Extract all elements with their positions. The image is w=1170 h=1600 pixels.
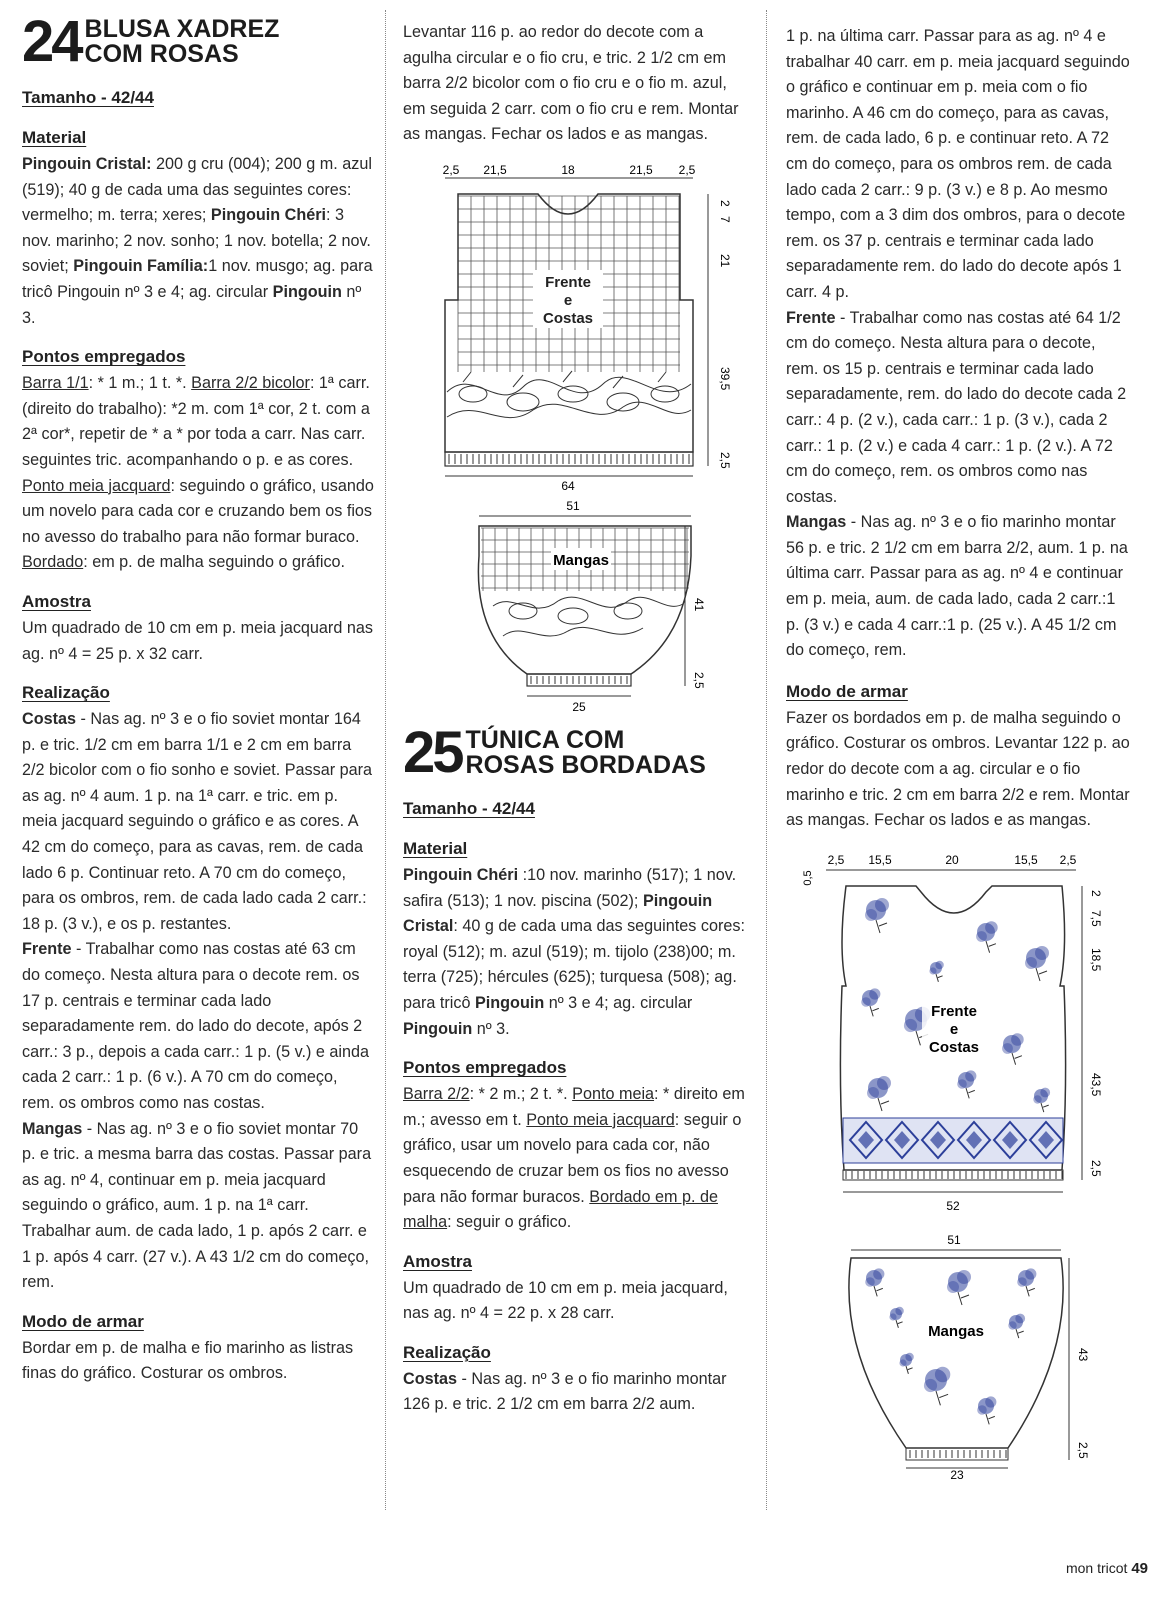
rose-petal (935, 1367, 950, 1382)
material-detail: 1 nov. musgo; ag. para tricô Pingouin nº 3 e 4; ag. circular (22, 257, 373, 301)
rose-petal (924, 1379, 937, 1392)
page-number: 49 (1131, 1560, 1148, 1577)
rose-motif (977, 1396, 996, 1424)
part-label: Costas (403, 1369, 457, 1388)
side-dim: 18,5 (1089, 947, 1103, 972)
rose-petal (865, 909, 877, 921)
rose-petal (1040, 1087, 1050, 1097)
top-dim: 21,5 (483, 162, 507, 177)
size-heading: Tamanho - 42/44 (22, 88, 154, 107)
sample-text: Um quadrado de 10 cm em p. meia jacquard, nas ag. nº 4 = 22 p. x 28 carr. (403, 1278, 728, 1323)
sleeve-side-dim: 2,5 (692, 671, 706, 689)
sleeve-diagram-25 (786, 1230, 1131, 1480)
sleeve-ribbing-lines (910, 1450, 1006, 1458)
stitch-desc: : em p. de malha seguindo o gráfico. (83, 553, 346, 572)
rose-petal (889, 1313, 896, 1320)
rose-motif (957, 1070, 976, 1098)
rose-stem (1041, 1103, 1049, 1112)
top-dim: 2,5 (442, 162, 460, 177)
part-label: Costas (22, 710, 76, 729)
stitch-name: Barra 1/1 (22, 374, 89, 393)
sleeve-ribbing (906, 1448, 1008, 1460)
top-dim: 2,5 (1059, 852, 1077, 867)
size-heading: Tamanho - 42/44 (403, 798, 535, 818)
assembly-text: Bordar em p. de malha e fio marinho as listras finas do gráfico. Costurar os ombros. (22, 1338, 354, 1383)
rose-petal (1015, 1313, 1025, 1323)
rose-petal (865, 1277, 875, 1287)
side-dim: 2 (718, 199, 732, 207)
rose-petal (905, 1353, 913, 1361)
rose-petal (976, 931, 987, 942)
side-dim: 2 (1089, 889, 1103, 897)
body-label-2: e (949, 1020, 959, 1038)
rose-stem (874, 1286, 883, 1296)
sample-heading: Amostra (22, 591, 91, 611)
body-label-1: Frente (931, 1002, 977, 1020)
rose-petal (895, 1307, 903, 1315)
rose-petal (869, 988, 880, 999)
rose-petal (1033, 1095, 1041, 1103)
column-2 (403, 0, 748, 1418)
material-text (403, 863, 748, 1042)
material-brand: Pingouin Cristal (403, 891, 713, 936)
material-brand: Pingouin (403, 1019, 473, 1038)
side-dim: 2,5 (718, 451, 732, 469)
top-dim: 21,5 (629, 162, 653, 177)
part-label: Mangas (22, 1119, 83, 1138)
sample-heading: Amostra (403, 1251, 472, 1271)
rose-petal (985, 921, 998, 934)
rose-petal (1025, 1268, 1036, 1279)
rose-motif (865, 898, 889, 933)
side-dim: 2,5 (1089, 1159, 1103, 1177)
material-heading: Material (403, 838, 468, 858)
rose-stem (986, 1414, 995, 1424)
pattern-title-line1: BLUSA XADREZ (84, 15, 280, 43)
side-dim: 7 (718, 215, 732, 223)
material-brand: Pingouin Cristal: (22, 155, 152, 173)
stitches-heading: Pontos empregados (403, 1058, 567, 1078)
rose-stem (896, 1320, 903, 1328)
part-desc: - Nas ag. nº 3 e o fio soviet montar 164 p. e tric. 1/2 cm em barra 1/1 e 2 cm em barra 2/2 bicolor com o fio sonho e soviet. Passar para as ag. nº 4 aum. 1 p. na 1ª carr. e tric. em p. meia jacquard seguindo o gráfico e as cores. A 42 cm do começo, para as cavas, rem. de cada lado 6 p. Continuar reto. A 70 cm do começo, para os ombros, rem. de cada lado cada 2 carr.: 18 p. (3 v.), e os p. restantes. (22, 710, 373, 933)
rose-petal (877, 1076, 891, 1090)
rose-motif (929, 961, 943, 982)
part-label: Frente (22, 940, 72, 959)
rose-motif (867, 1076, 891, 1111)
part-label: Frente (786, 308, 836, 327)
sleeve-ribbing-lines (531, 676, 627, 684)
material-brand: Pingouin Família: (73, 257, 209, 276)
pattern-25-header (403, 719, 748, 785)
rose-stem (1026, 1286, 1035, 1296)
body-label-3: Costas (928, 1038, 980, 1056)
assembly-heading: Modo de armar (786, 681, 908, 701)
stitch-desc: : * 1 m.; 1 t. *. (88, 374, 192, 393)
top-dim: 20 (945, 852, 959, 867)
front-text (786, 306, 1131, 511)
sleeve-embroidered-roses (865, 1268, 1036, 1424)
realization-heading: Realização (22, 683, 110, 703)
body-label-3: Costas (542, 309, 594, 327)
sleeve-side-dim: 43 (1076, 1347, 1090, 1362)
sleeve-bottom-dim: 25 (572, 699, 586, 714)
rose-motif (899, 1353, 913, 1374)
sleeve-diagram-24 (403, 496, 748, 721)
side-dim: 21 (718, 253, 732, 268)
side-dim: 7,5 (1089, 909, 1103, 927)
material-detail: nº 3 e 4; ag. circular (544, 993, 693, 1012)
material-text (22, 152, 374, 331)
material-detail: nº 3. (472, 1019, 510, 1038)
body-diagram-25 (786, 848, 1131, 1238)
material-detail: :10 nov. marinho (517); 1 nov. safira (513); 1 nov. piscina (502); (403, 865, 737, 910)
material-detail: nº 3. (22, 282, 362, 327)
rose-petal (1008, 1321, 1016, 1329)
top-dim: 2,5 (678, 162, 696, 177)
rose-stem (878, 1098, 889, 1111)
pattern-title-line2: ROSAS BORDADAS (465, 750, 706, 779)
stitch-desc: : seguir o gráfico. (447, 1213, 572, 1232)
rose-petal (873, 1268, 884, 1279)
sleeve-side-dim: 2,5 (1076, 1441, 1090, 1459)
material-detail: : 40 g de cada uma das seguintes cores: royal (512); m. azul (519); m. tijolo (238)00; m. terra (725); hércules (625); turquesa (508); ag. para tricô (403, 917, 745, 1012)
rose-stem (958, 1292, 969, 1305)
rose-petal (957, 1270, 971, 1284)
rose-petal (1035, 946, 1049, 960)
rose-motif (1025, 946, 1049, 981)
material-brand: Pingouin Chéri (403, 865, 519, 884)
rose-stem (1012, 1053, 1022, 1065)
body-label-1: Frente (545, 273, 591, 291)
stitch-name: Barra 2/2 bicolor (191, 374, 310, 393)
part-desc: - Nas ag. nº 3 e o fio soviet montar 70 p. e tric. a mesma barra das costas. Passar para as ag. nº 4, continuar em p. meia jacquard seguindo o gráfico, aum. 1 p. na 1ª carr. Trabalhar aum. de cada lado, 1 p. após 2 carr. e 1 p. após 4 carr. (27 v.). A 43 1/2 cm do começo, rem. (22, 1119, 372, 1292)
page-footer (1066, 1560, 1148, 1577)
back-continuation: 1 p. na última carr. Passar para as ag. nº 4 e trabalhar 40 carr. em p. meia jacquard seguindo o gráfico e continuar em p. meia com o fio marinho. A 46 cm do começo, para as cavas, rem. de cada lado, 6 p. e continuar reto. A 72 cm do começo, para os ombros rem. de cada lado cada 2 carr.: 9 p. (3 v.) e 8 p. Ao mesmo tempo, com a 3 dim dos ombros, para o decote rem. os 37 p. centrais e terminar cada lado separadamente rem. do lado do decote após 1 carr. 4 p. (786, 27, 1130, 301)
body-label-2: e (563, 291, 573, 309)
rose-petal (867, 1087, 879, 1099)
assembly-heading: Modo de armar (22, 1311, 144, 1331)
material-brand: Pingouin (272, 282, 342, 301)
stitches-text (22, 371, 374, 576)
rose-motif (889, 1307, 903, 1328)
rose-petal (904, 1019, 917, 1032)
rose-motif (947, 1270, 971, 1305)
column-1 (22, 0, 374, 1387)
stitch-name: Bordado em p. de malha (403, 1187, 718, 1232)
sleeve-bottom-dim: 23 (950, 1467, 964, 1480)
sleeve-top-dim: 51 (947, 1232, 961, 1247)
rose-petal (861, 997, 871, 1007)
pattern-title-line1: TÚNICA COM (465, 725, 625, 754)
part-desc: - Nas ag. nº 3 e o fio marinho montar 126 p. e tric. 2 1/2 cm em barra 2/2 aum. (403, 1369, 727, 1414)
assembly-continuation: Levantar 116 p. ao redor do decote com a agulha circular e o fio cru, e tric. 2 1/2 cm em barra 2/2 bicolor com o fio cru e o fio m. azul, em seguida 2 carr. com o fio cru e rem. Montar as mangas. Fechar os lados e as mangas. (403, 23, 739, 144)
rose-petal (1011, 1033, 1024, 1046)
part-desc: - Trabalhar como nas costas até 64 1/2 cm do começo. Nesta altura para o decote, rem. os 15 p. centrais e terminar cada lado separadamente, rem. do lado do decote cada 2 carr.: 4 p. (2 v.), cada carr.: 1 p. (3 v.), cada 2 carr.: 1 p. (2 v.) e cada 4 carr.: 1 p. (2 v.). A 72 cm do começo, rem. os ombros como nas costas. (786, 308, 1127, 506)
rose-motif (1033, 1087, 1050, 1112)
rose-petal (1002, 1043, 1013, 1054)
stitch-desc: : seguindo o gráfico, usando um novelo para cada cor e cruzando bem os fios no avesso do trabalho para não formar buraco. (22, 476, 374, 546)
rose-petal (875, 898, 889, 912)
rose-petal (947, 1281, 959, 1293)
stitches-text (403, 1082, 748, 1236)
rose-motif (861, 988, 880, 1016)
rose-stem (1036, 968, 1047, 981)
material-brand: Pingouin Chéri (210, 206, 327, 225)
rose-petal (929, 967, 936, 974)
back-text (22, 707, 374, 937)
realization-heading: Realização (403, 1342, 491, 1362)
rose-stem (1016, 1329, 1024, 1338)
top-dim: 15,5 (1014, 852, 1038, 867)
stitches-heading: Pontos empregados (22, 347, 186, 367)
stitch-name: Ponto meia jacquard (526, 1110, 675, 1129)
assembly-text: Fazer os bordados em p. de malha seguindo o gráfico. Costurar os ombros. Levantar 122 p. ao redor do decote com a ag. circular e o fio marinho e tric. 2 cm em barra 2/2 e rem. Montar as mangas. Fechar os lados e as mangas. (786, 708, 1130, 830)
material-detail: : 3 nov. marinho; 2 nov. sonho; 1 nov. botella; 2 nov. soviet; (22, 206, 371, 276)
part-desc: - Nas ag. nº 3 e o fio marinho montar 56 p. e tric. 2 1/2 cm em barra 2/2, aum. 1 p. na última carr. Passar para as ag. nº 4 e continuar em p. meia, aum. de cada lado, cada 2 carr.:1 p. (3 v.) e cada 4 carr.:1 p. (25 v.). A 45 1/2 cm do começo, rem. (786, 513, 1128, 660)
stitch-name: Barra 2/2 (403, 1085, 470, 1104)
rose-petal (977, 1405, 987, 1415)
bottom-dim: 64 (561, 478, 575, 492)
front-text (22, 937, 374, 1116)
ribbing-lines (449, 454, 689, 464)
rose-stem (906, 1366, 913, 1374)
rose-petal (957, 1079, 967, 1089)
ribbing-lines (846, 1171, 1062, 1179)
rose-stem (986, 941, 996, 953)
stitch-desc: : * 2 m.; 2 t. *. (469, 1085, 573, 1104)
rose-stem (966, 1088, 975, 1098)
rose-petal (1017, 1277, 1027, 1287)
material-detail: 200 g cru (004); 200 g m. azul (519); 40 g de cada uma das seguintes cores: vermelho; m. terra; xeres; (22, 155, 372, 225)
stitch-name: Bordado (22, 553, 84, 572)
rose-petal (965, 1070, 976, 1081)
stitch-name: Ponto meia jacquard (22, 476, 171, 495)
side-dim: 39,5 (718, 366, 732, 391)
rose-motif (1017, 1268, 1036, 1296)
sleeve-side-dim: 41 (692, 597, 706, 612)
part-label: Mangas (786, 513, 847, 532)
sleeve-label: Mangas (928, 1322, 984, 1340)
sleeve-top-dim: 51 (566, 498, 580, 513)
material-brand: Pingouin (474, 993, 545, 1012)
magazine-name: mon tricot (1065, 1560, 1128, 1576)
flower-band (447, 371, 691, 418)
stitch-desc: : seguir o gráfico, usar um novelo para cada cor, não esquecendo de cruzar bem os fios no avesso para não formar buracos. (403, 1110, 742, 1206)
rose-stem (876, 920, 887, 933)
rose-stem (936, 1391, 948, 1405)
sleeve-label: Mangas (553, 551, 609, 569)
sleeve-flower-band (493, 597, 683, 636)
rose-motif (865, 1268, 884, 1296)
stitch-desc: : * direito em m.; avesso em t. (403, 1085, 745, 1129)
rose-petal (899, 1359, 906, 1366)
pattern-number: 24 (22, 9, 81, 74)
sleeves-text (22, 1117, 374, 1296)
rose-petal (935, 961, 943, 969)
pattern-24-header (22, 9, 374, 74)
back-text (403, 1367, 748, 1418)
stitch-name: Ponto meia (572, 1085, 655, 1104)
rose-motif (1002, 1033, 1024, 1065)
stitch-desc: : 1ª carr. (direito do trabalho): *2 m. com 1ª cor, 2 t. com a 2ª cor*, repetir de * a * por toda a carr. Nas carr. seguintes tric. acompanhando o p. e as cores. (22, 374, 370, 469)
pattern-number: 25 (403, 719, 462, 785)
part-desc: - Trabalhar como nas costas até 63 cm do começo. Nesta altura para o decote rem. os 17 p. centrais e terminar cada lado separadamente rem. do lado do decote, após 2 carr.: 3 p., depois a cada carr.: 1 p. (5 v.) e ainda cada 2 carr.: 1 p. (6 v.). A 70 cm do começo, rem. os ombros como nas costas. (22, 940, 370, 1112)
bottom-dim: 52 (946, 1198, 960, 1213)
rose-petal (1025, 957, 1037, 969)
side-dim: 43,5 (1089, 1072, 1103, 1097)
rose-stem (936, 974, 943, 982)
rose-stem (870, 1006, 879, 1016)
top-left-dim: 0,5 (802, 870, 814, 886)
rose-petal (985, 1396, 996, 1407)
sample-text: Um quadrado de 10 cm em p. meia jacquard nas ag. nº 4 = 25 p. x 32 carr. (22, 618, 373, 663)
rose-motif (976, 921, 998, 953)
pattern-title-line2: COM ROSAS (84, 40, 239, 68)
top-dim: 15,5 (868, 852, 892, 867)
body-diagram-24 (403, 162, 748, 492)
sleeves-text (786, 510, 1131, 664)
rose-motif (924, 1367, 950, 1406)
column-3 (786, 0, 1131, 1480)
rose-motif (1008, 1313, 1025, 1338)
material-heading: Material (22, 128, 87, 147)
top-dim: 2,5 (827, 852, 845, 867)
top-dim: 18 (561, 162, 575, 177)
